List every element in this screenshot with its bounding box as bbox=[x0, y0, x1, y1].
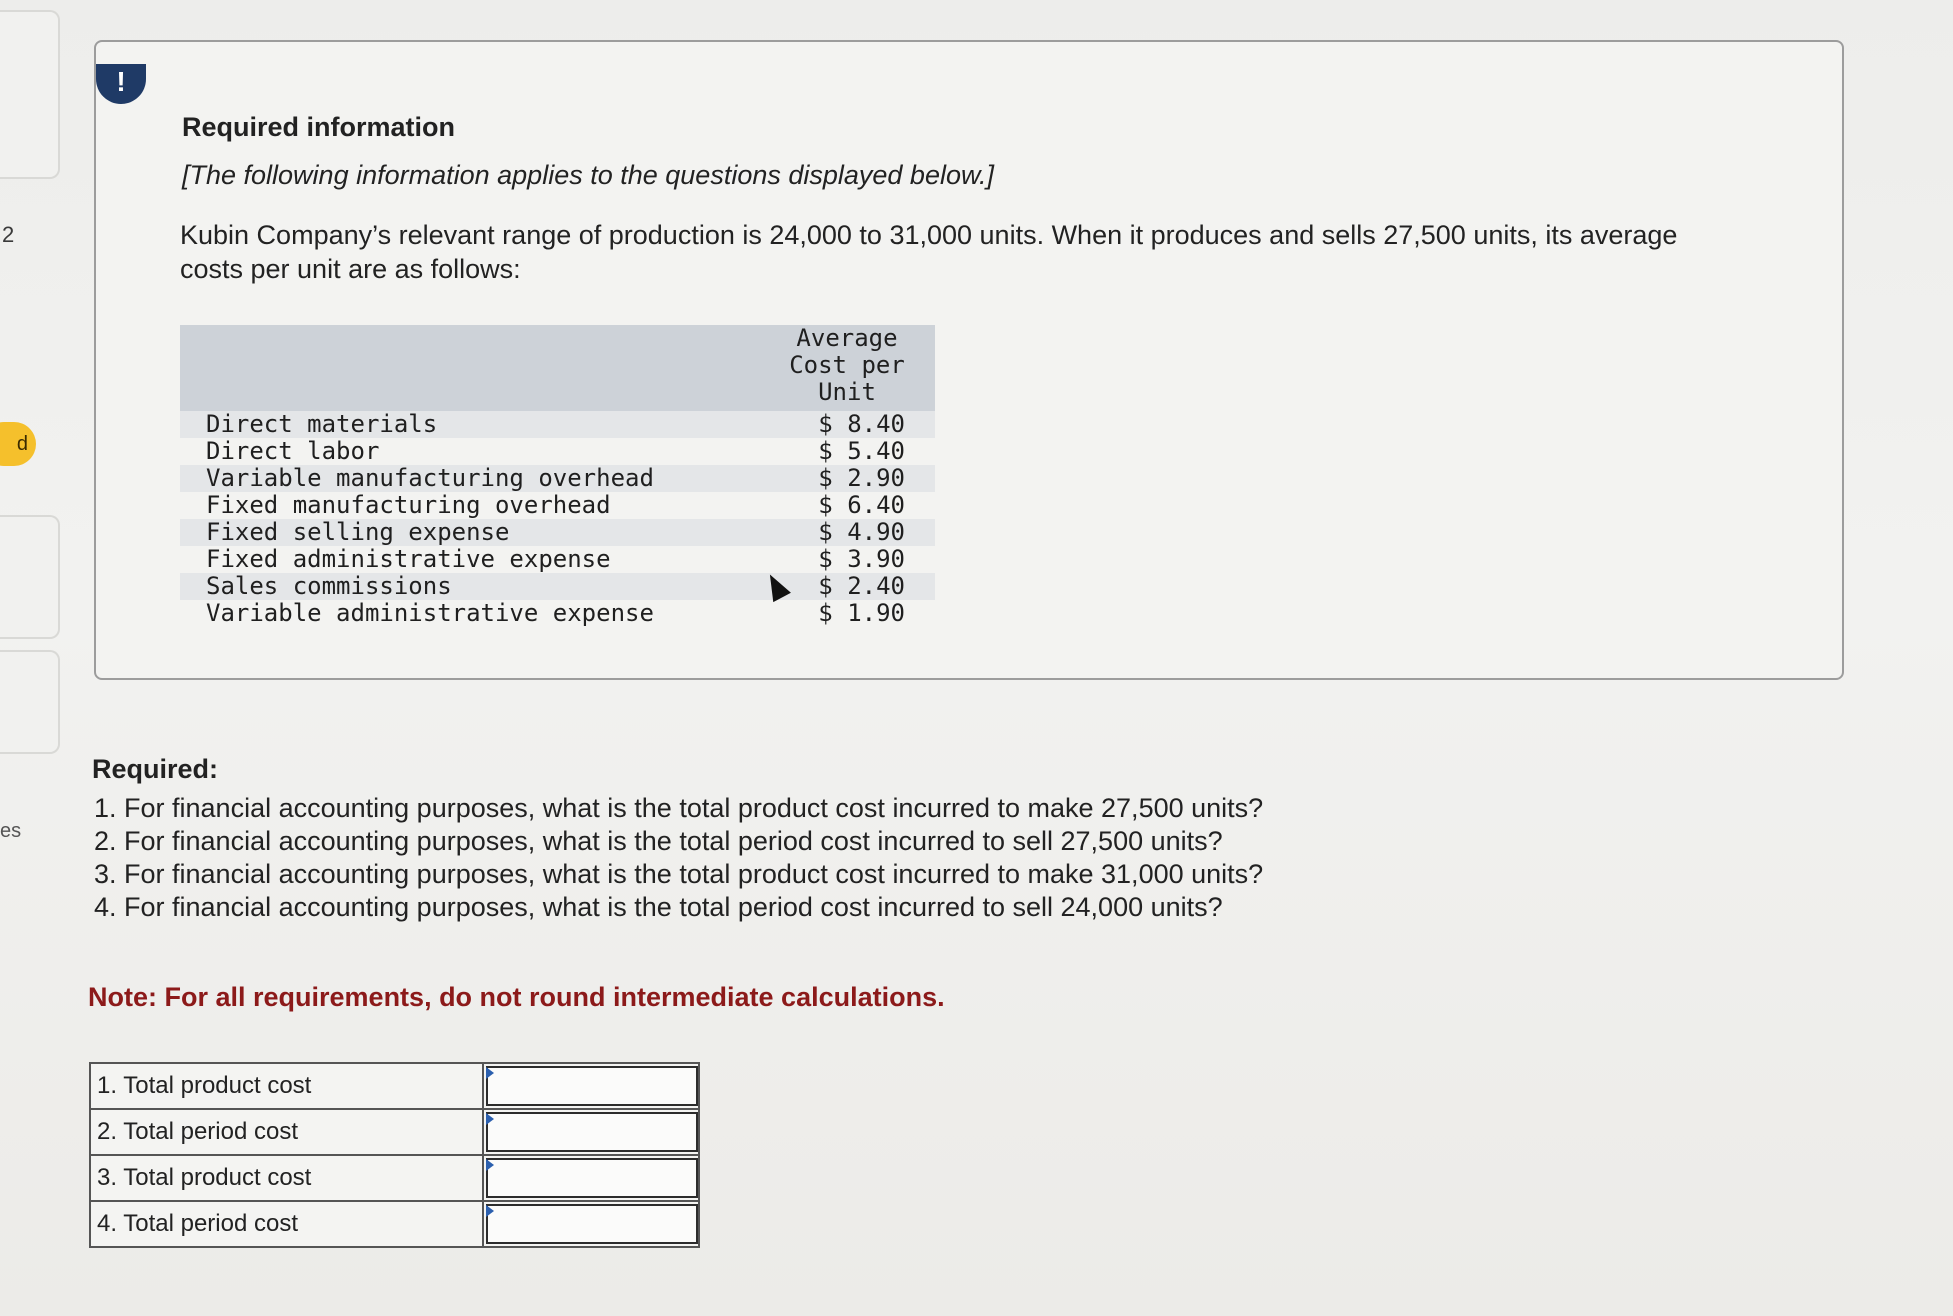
input-marker-icon bbox=[486, 1067, 494, 1079]
sidebar-card[interactable] bbox=[0, 650, 60, 754]
cost-item-value: $ 3.90 bbox=[818, 545, 905, 573]
answer-input-cell[interactable] bbox=[486, 1158, 698, 1198]
alert-icon: ! bbox=[96, 64, 146, 104]
table-row bbox=[180, 465, 935, 492]
cost-item-value: $ 1.90 bbox=[818, 599, 905, 627]
panel-subtitle: [The following information applies to the questions displayed below.] bbox=[182, 160, 994, 190]
answer-input[interactable] bbox=[488, 1206, 696, 1242]
cost-item-value: $ 8.40 bbox=[818, 410, 905, 438]
cost-item-value: $ 2.90 bbox=[818, 464, 905, 492]
table-header bbox=[180, 325, 935, 411]
table-row bbox=[180, 492, 935, 519]
cost-item-value: $ 6.40 bbox=[818, 491, 905, 519]
sidebar-card[interactable] bbox=[0, 10, 60, 179]
table-row bbox=[180, 600, 935, 627]
table-row bbox=[180, 546, 935, 573]
cost-item-value: $ 5.40 bbox=[818, 437, 905, 465]
answer-input[interactable] bbox=[488, 1160, 696, 1196]
answer-row bbox=[91, 1202, 698, 1246]
sidebar-card[interactable] bbox=[0, 515, 60, 639]
answer-row bbox=[91, 1110, 698, 1156]
answer-input-cell[interactable] bbox=[486, 1204, 698, 1244]
problem-description: Kubin Company’s relevant range of production is 24,000 to 31,000 units. When it produces and sells 27,500 units, its average costs per unit are as follows: bbox=[180, 220, 1678, 284]
required-heading: Required: bbox=[92, 754, 219, 784]
cost-item-value: $ 4.90 bbox=[818, 518, 905, 546]
sidebar-label[interactable]: es bbox=[0, 820, 22, 842]
answer-input[interactable] bbox=[488, 1068, 696, 1104]
sidebar-question-number[interactable]: 2 bbox=[2, 222, 15, 247]
answer-label: 1. Total product cost bbox=[91, 1064, 484, 1108]
cost-item-value: $ 2.40 bbox=[818, 572, 905, 600]
input-marker-icon bbox=[486, 1113, 494, 1125]
panel-title: Required information bbox=[182, 112, 456, 142]
answer-input-cell[interactable] bbox=[486, 1066, 698, 1106]
answer-label: 4. Total period cost bbox=[91, 1202, 484, 1246]
answer-input-cell[interactable] bbox=[486, 1112, 698, 1152]
cost-item-label: Variable manufacturing overhead bbox=[206, 464, 654, 492]
requirement-item: 3. For financial accounting purposes, what is the total product cost incurred to make 31,000 units? bbox=[94, 859, 1264, 889]
table-row bbox=[180, 519, 935, 546]
answer-label: 2. Total period cost bbox=[91, 1110, 484, 1154]
table-row bbox=[180, 438, 935, 465]
sidebar-status-badge[interactable]: d bbox=[0, 422, 36, 466]
cost-item-label: Variable administrative expense bbox=[206, 599, 654, 627]
cost-item-label: Direct labor bbox=[206, 437, 380, 465]
answer-row bbox=[91, 1156, 698, 1202]
cost-item-label: Direct materials bbox=[206, 410, 438, 438]
cost-item-label: Fixed manufacturing overhead bbox=[206, 491, 611, 519]
requirement-item: 2. For financial accounting purposes, what is the total period cost incurred to sell 27,500 units? bbox=[94, 826, 1223, 856]
input-marker-icon bbox=[486, 1205, 494, 1217]
cost-item-label: Sales commissions bbox=[206, 572, 452, 600]
column-header-average-cost: Average Cost per Unit bbox=[789, 324, 905, 406]
table-row bbox=[180, 411, 935, 438]
answer-table bbox=[89, 1062, 700, 1248]
requirements-list bbox=[94, 792, 1263, 924]
cost-item-label: Fixed selling expense bbox=[206, 518, 510, 546]
average-cost-table bbox=[180, 325, 935, 626]
rounding-note: Note: For all requirements, do not round intermediate calculations. bbox=[88, 982, 945, 1012]
answer-row bbox=[91, 1064, 698, 1110]
requirement-item: 1. For financial accounting purposes, what is the total product cost incurred to make 27,500 units? bbox=[94, 793, 1264, 823]
input-marker-icon bbox=[486, 1159, 494, 1171]
cost-item-label: Fixed administrative expense bbox=[206, 545, 611, 573]
table-body bbox=[180, 411, 935, 626]
answer-label: 3. Total product cost bbox=[91, 1156, 484, 1200]
answer-input[interactable] bbox=[488, 1114, 696, 1150]
table-row bbox=[180, 573, 935, 600]
requirement-item: 4. For financial accounting purposes, what is the total period cost incurred to sell 24,000 units? bbox=[94, 892, 1223, 922]
